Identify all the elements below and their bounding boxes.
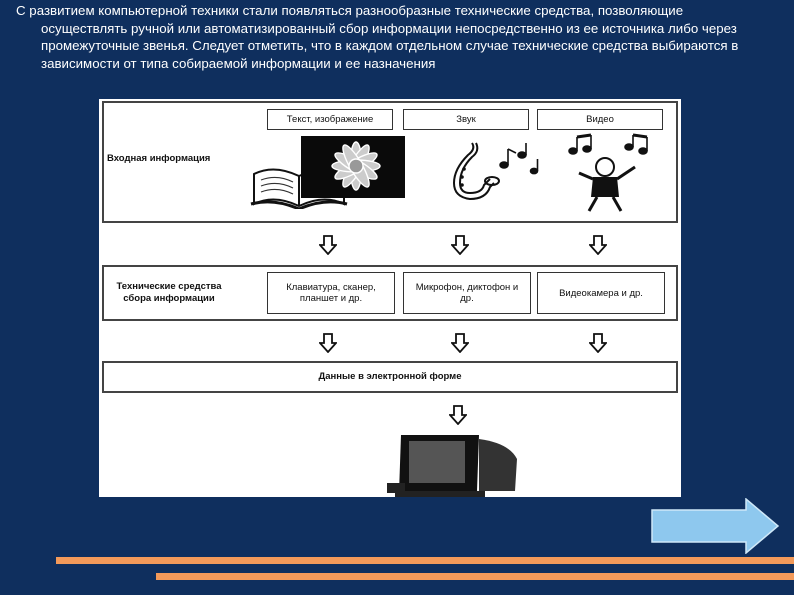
info-collection-diagram — [99, 99, 681, 497]
conductor-icon — [559, 133, 654, 213]
down-arrow-icon — [451, 235, 469, 255]
intro-rest: осуществлять ручной или автоматизированный сбор информации непосредственно из ее источника либо через промежуточные звенья. Следует отметить, что в каждом отдельном случае технические средства выбираются в зависимости от типа собираемой информации и ее назначения — [41, 20, 739, 71]
output-label: Данные в электронной форме — [318, 371, 462, 382]
tools-sound-devices: Микрофон, диктофон и др. — [403, 272, 531, 314]
accent-bar-top — [56, 557, 794, 564]
down-arrow-icon — [451, 333, 469, 353]
down-arrow-icon — [319, 235, 337, 255]
computer-icon — [387, 431, 527, 497]
next-arrow-icon[interactable] — [650, 498, 782, 554]
accent-bar-bottom — [156, 573, 794, 580]
down-arrow-icon — [589, 333, 607, 353]
down-arrow-icon — [449, 405, 467, 425]
input-label: Входная информация — [107, 153, 211, 164]
input-column-sound: Звук — [403, 109, 529, 130]
music-notes-icon — [494, 141, 544, 181]
intro-text — [16, 2, 786, 72]
intro-line-1: С развитием компьютерной техники стали появляться разнообразные технические средства, позволяющие — [16, 3, 684, 18]
down-arrow-icon — [589, 235, 607, 255]
input-column-video: Видео — [537, 109, 663, 130]
flower-photo-icon — [301, 136, 405, 198]
input-column-text: Текст, изображение — [267, 109, 393, 130]
tools-label: Технические средства сбора информации — [116, 281, 222, 304]
saxophone-icon — [424, 139, 504, 207]
tools-video-devices: Видеокамера и др. — [537, 272, 665, 314]
down-arrow-icon — [319, 333, 337, 353]
tools-text-devices: Клавиатура, сканер, планшет и др. — [267, 272, 395, 314]
